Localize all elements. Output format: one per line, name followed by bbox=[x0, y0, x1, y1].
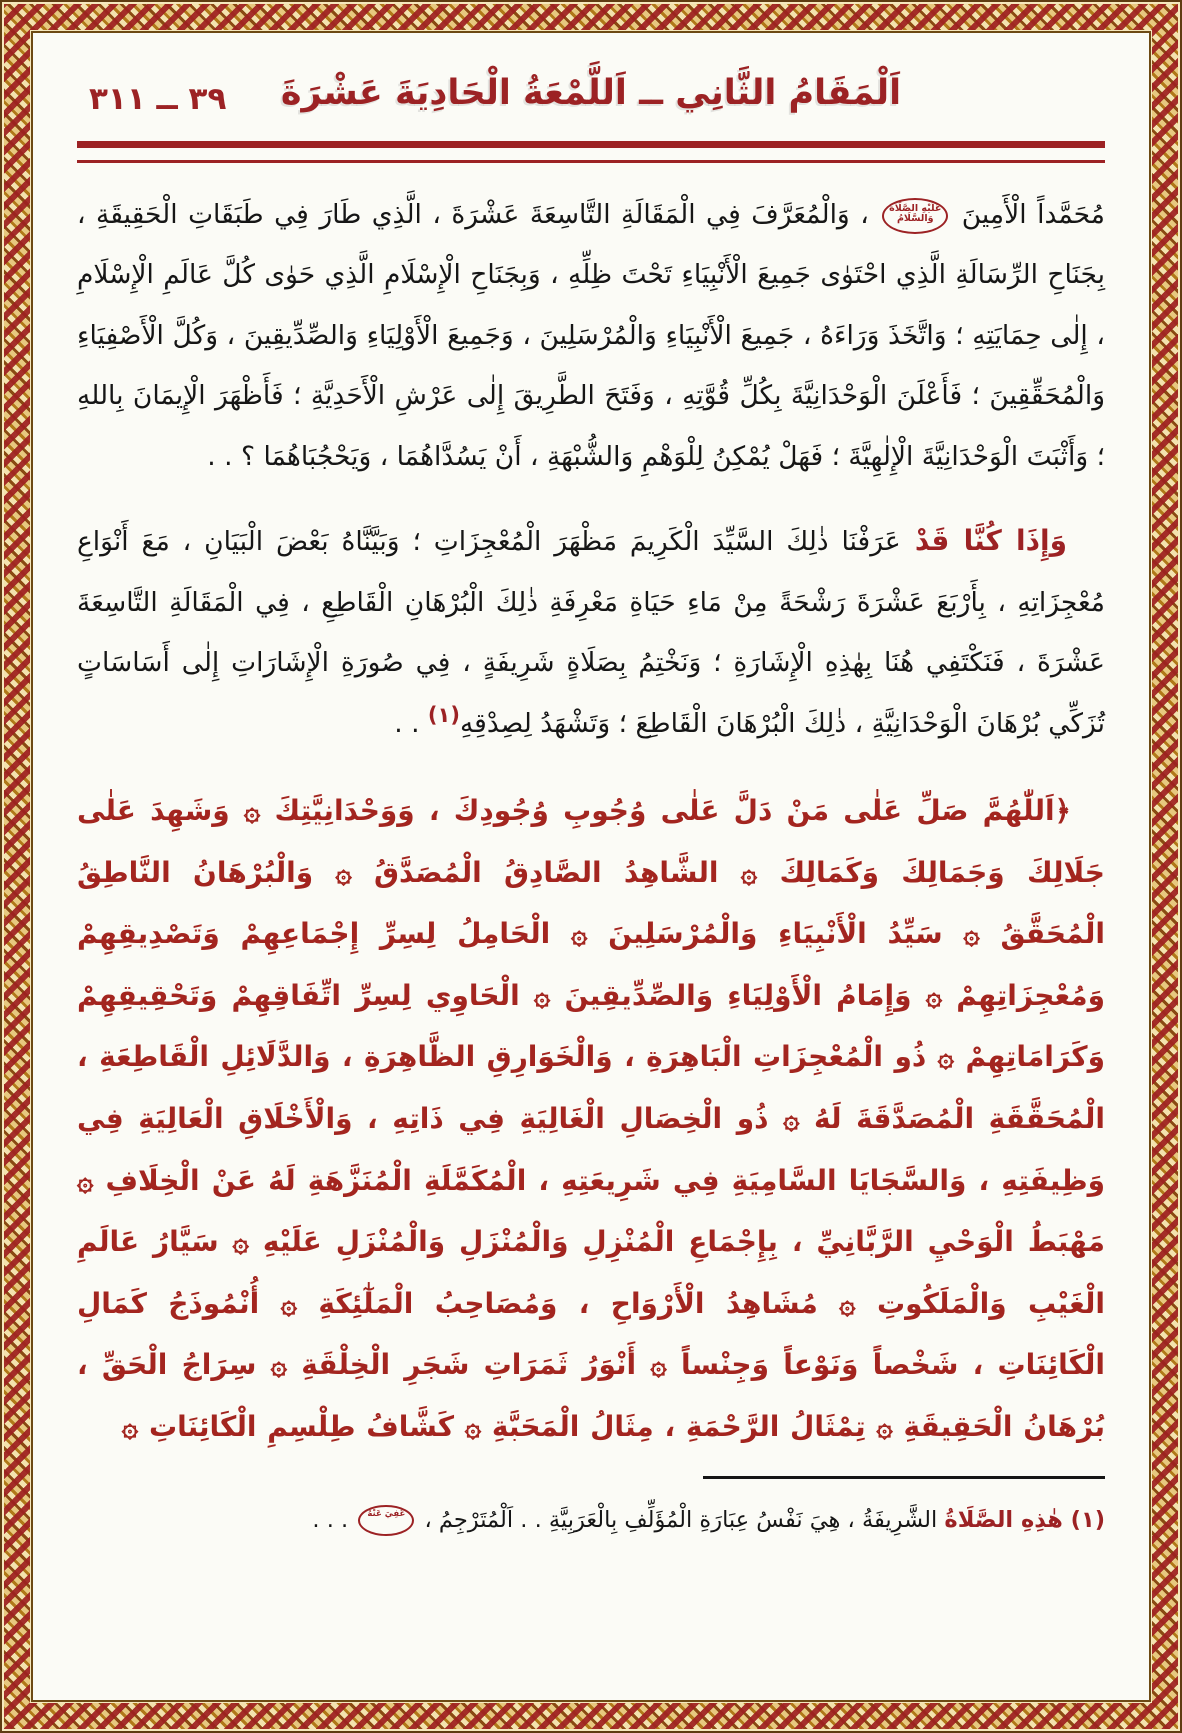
page-content bbox=[31, 31, 1151, 1702]
paragraph-2-red-lead: وَإِذَا كُنَّا قَدْ bbox=[900, 524, 1067, 558]
page-numbers: ٣٩ ــ ٣١١ bbox=[89, 81, 227, 117]
footnote-red-lead: هٰذِهِ الصَّلَاةُ bbox=[944, 1506, 1063, 1533]
page-title: اَلْمَقَامُ الثَّانِي ــ اَللَّمْعَةُ الْحَادِيَةَ عَشْرَةَ bbox=[280, 73, 902, 113]
paragraph-1 bbox=[77, 185, 1105, 487]
footnote-reference: (١) bbox=[427, 702, 460, 727]
header-double-rule bbox=[77, 141, 1105, 163]
footnote-body: الشَّرِيفَةُ ، هِيَ نَفْسُ عِبَارَةِ الْمُؤَلِّفِ بِالْعَرَبِيَّةِ . . اَلْمُتَرْجِمُ ، bbox=[417, 1506, 945, 1533]
translator-seal: عُفِيَ عَنْهُ bbox=[358, 1505, 414, 1536]
salawat-seal: عَلَيْهِ الصَّلَاةُ وَالسَّلَامُ bbox=[882, 198, 948, 234]
paragraph-2-body: عَرَفْنَا ذٰلِكَ السَّيِّدَ الْكَرِيمَ مَظْهَرَ الْمُعْجِزَاتِ ؛ وَبَيَّنَّاهُ بَعْضَ الْبَيَانِ ، مَعَ أَنْوَاعِ مُعْجِزَاتِهِ ، بِأَرْبَعَ عَشْرَةَ رَشْحَةً مِنْ مَاءِ حَيَاةِ مَعْرِفَةِ ذٰلِكَ الْبُرْهَانِ الْقَاطِعِ ، فِي الْمَقَالَةِ التَّاسِعَةَ عَشْرَةَ ، فَنَكْتَفِي هُنَا بِهٰذِهِ الْإِشَارَةِ ؛ وَنَخْتِمُ بِصَلَاةٍ شَرِيفَةٍ ، فِي صُورَةِ الْإِشَارَاتِ إِلٰى أَسَاسَاتٍ تُزَكِّي بُرْهَانَ الْوَحْدَانِيَّةِ ، ذٰلِكَ الْبُرْهَانَ الْقَاطِعَ ؛ وَتَشْهَدُ لِصِدْقِهِ bbox=[77, 526, 1105, 739]
paragraph-1-rest: ، وَالْمُعَرَّفَ فِي الْمَقَالَةِ التَّاسِعَةَ عَشْرَةَ ، الَّذِي طَارَ فِي طَبَقَاتِ الْحَقِيقَةِ ، بِجَنَاحِ الرِّسَالَةِ الَّذِي احْتَوٰى جَمِيعَ الْأَنْبِيَاءِ تَحْتَ ظِلِّهِ ، وَبِجَنَاحِ الْإِسْلَامِ الَّذِي حَوٰى كُلَّ عَالَمِ الْإِسْلَامِ ، إِلٰى حِمَايَتِهِ ؛ وَاتَّخَذَ وَرَاءَهُ ، جَمِيعَ الْأَنْبِيَاءِ وَالْمُرْسَلِينَ ، وَجَمِيعَ الْأَوْلِيَاءِ وَالصِّدِّيقِينَ ، وَكُلَّ الْأَصْفِيَاءِ وَالْمُحَقِّقِينَ ؛ فَأَعْلَنَ الْوَحْدَانِيَّةَ بِكُلِّ قُوَّتِهِ ، وَفَتَحَ الطَّرِيقَ إِلٰى عَرْشِ الْأَحَدِيَّةِ ؛ فَأَظْهَرَ الْإِيمَانَ بِاللهِ ؛ وَأَثْبَتَ الْوَحْدَانِيَّةَ الْإِلٰهِيَّةَ ؛ فَهَلْ يُمْكِنُ لِلْوَهْمِ وَالشُّبْهَةِ ، أَنْ يَسُدَّاهُمَا ، وَيَحْجُبَاهُمَا ؟ . . bbox=[77, 199, 1105, 472]
footnote bbox=[77, 1499, 1105, 1542]
prayer-text: ﴿اَللّٰهُمَّ صَلِّ عَلٰى مَنْ دَلَّ عَلٰى وُجُوبِ وُجُودِكَ ، وَوَحْدَانِيَّتِكَ ۞ وَشَهِدَ عَلٰى جَلَالِكَ وَجَمَالِكَ وَكَمَالِكَ ۞ الشَّاهِدُ الصَّادِقُ الْمُصَدَّقُ ۞ وَالْبُرْهَانُ النَّاطِقُ الْمُحَقَّقُ ۞ سَيِّدُ الْأَنْبِيَاءِ وَالْمُرْسَلِينَ ۞ الْحَامِلُ لِسِرِّ إِجْمَاعِهِمْ وَتَصْدِيقِهِمْ وَمُعْجِزَاتِهِمْ ۞ وَإِمَامُ الْأَوْلِيَاءِ وَالصِّدِّيقِينَ ۞ الْحَاوِي لِسِرِّ اتِّفَاقِهِمْ وَتَحْقِيقِهِمْ وَكَرَامَاتِهِمْ ۞ ذُو الْمُعْجِزَاتِ الْبَاهِرَةِ ، وَالْخَوَارِقِ الظَّاهِرَةِ ، وَالدَّلَائِلِ الْقَاطِعَةِ ، الْمُحَقَّقَةِ الْمُصَدَّقَةَ لَهُ ۞ ذُو الْخِصَالِ الْغَالِيَةِ فِي ذَاتِهِ ، وَالْأَخْلَاقِ الْعَالِيَةِ فِي وَظِيفَتِهِ ، وَالسَّجَايَا السَّامِيَةِ فِي شَرِيعَتِهِ ، الْمُكَمَّلَةِ الْمُنَزَّهَةِ لَهُ عَنْ الْخِلَافِ ۞ مَهْبَطُ الْوَحْيِ الرَّبَّانِيِّ ، بِإِجْمَاعِ الْمُنْزِلِ وَالْمُنْزَلِ وَالْمُنْزَلِ عَلَيْهِ ۞ سَيَّارُ عَالَمِ الْغَيْبِ وَالْمَلَكُوتِ ۞ مُشَاهِدُ الْأَرْوَاحِ ، وَمُصَاحِبُ الْمَلٰٓئِكَةِ ۞ أُنْمُوذَجُ كَمَالِ الْكَائِنَاتِ ، شَخْصاً وَنَوْعاً وَجِنْساً ۞ أَنْوَرُ ثَمَرَاتِ شَجَرِ الْخِلْقَةِ ۞ سِرَاجُ الْحَقِّ ، بُرْهَانُ الْحَقِيقَةِ ۞ تِمْثَالُ الرَّحْمَةِ ، مِثَالُ الْمَحَبَّةِ ۞ كَشَّافُ طِلْسِمِ الْكَائِنَاتِ ۞ bbox=[77, 794, 1105, 1444]
footnote-marker: (١) bbox=[1062, 1506, 1105, 1533]
footnote-end: . . . bbox=[312, 1506, 356, 1533]
page-header bbox=[77, 73, 1105, 135]
paragraph-1-start: مُحَمَّداً الْأَمِينَ bbox=[951, 199, 1105, 230]
footnote-separator bbox=[703, 1476, 1105, 1479]
paragraph-2 bbox=[77, 509, 1105, 754]
paragraph-2-end: . . bbox=[394, 707, 428, 739]
